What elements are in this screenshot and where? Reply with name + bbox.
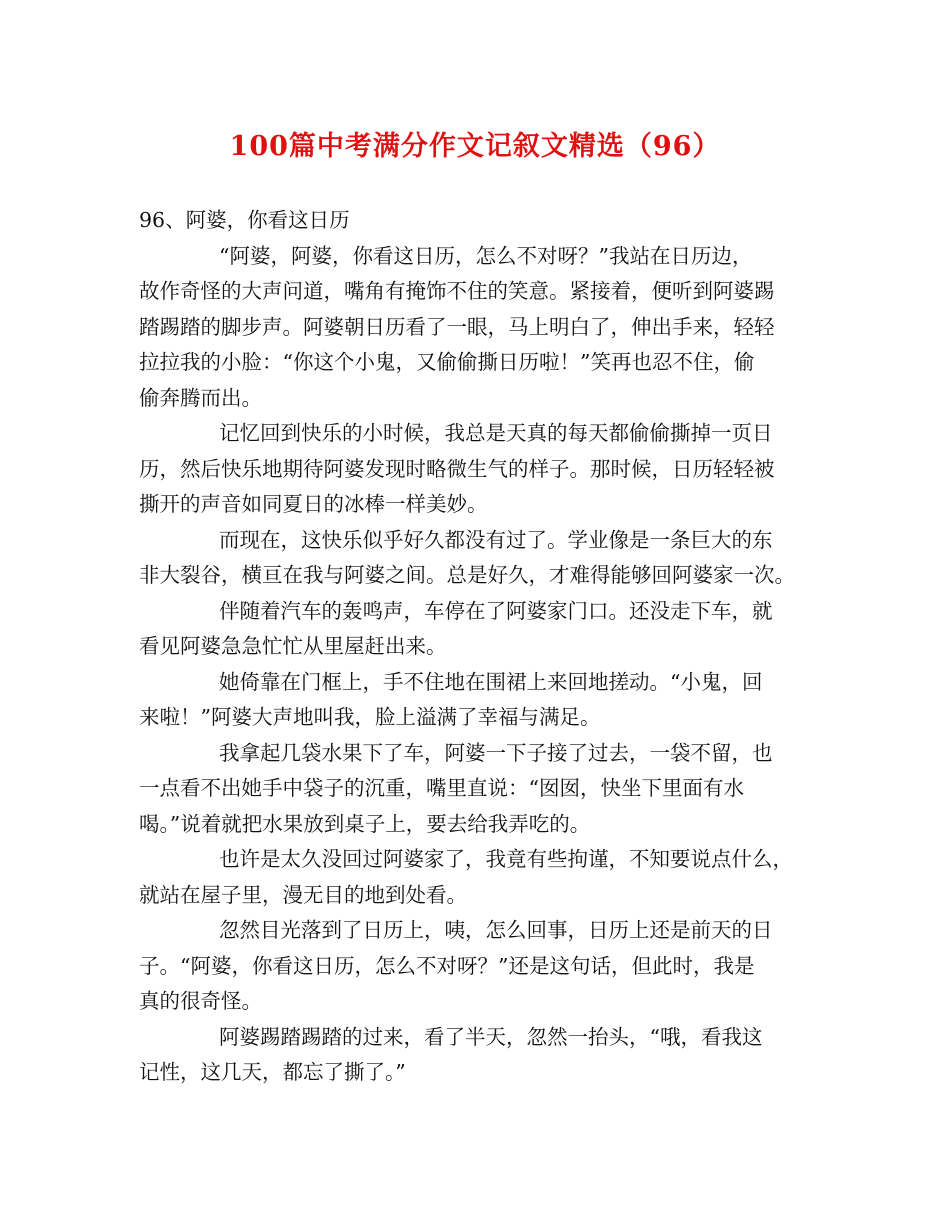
paragraph-line: 我拿起几袋水果下了车，阿婆一下子接了过去，一袋不留，也 bbox=[219, 740, 773, 765]
paragraph-line: 来啦！”阿婆大声地叫我，脸上溢满了幸福与满足。 bbox=[139, 705, 601, 729]
paragraph-line: 阿婆踢踏踢踏的过来，看了半天，忽然一抬头，“哦，看我这 bbox=[219, 1024, 763, 1049]
paragraph-line: 喝。”说着就把水果放到桌子上，要去给我弄吃的。 bbox=[139, 811, 591, 836]
paragraph-line: 踏踢踏的脚步声。阿婆朝日历看了一眼，马上明白了，伸出手来，轻轻 bbox=[139, 314, 775, 339]
paragraph-line: 非大裂谷，横亘在我与阿婆之间。总是好久，才难得能够回阿婆家一次。 bbox=[139, 563, 795, 587]
paragraph-line: 看见阿婆急急忙忙从里屋赶出来。 bbox=[139, 634, 447, 658]
paragraph-line: 忽然目光落到了日历上，咦，怎么回事，日历上还是前天的日 bbox=[219, 918, 773, 942]
paragraph-line: 历，然后快乐地期待阿婆发现时略微生气的样子。那时候，日历轻轻被 bbox=[139, 456, 775, 481]
paragraph-line: 也许是太久没回过阿婆家了，我竟有些拘谨，不知要说点什么， bbox=[219, 847, 793, 871]
paragraph-line: 一点看不出她手中袋子的沉重，嘴里直说：“囡囡，快坐下里面有水 bbox=[139, 776, 744, 800]
paragraph-line: 伴随着汽车的轰鸣声，车停在了阿婆家门口。还没走下车，就 bbox=[219, 598, 773, 623]
paragraph-line: 而现在，这快乐似乎好久都没有过了。学业像是一条巨大的东 bbox=[219, 527, 773, 552]
paragraph-line: 故作奇怪的大声问道，嘴角有掩饰不住的笑意。紧接着，便听到阿婆踢 bbox=[139, 279, 775, 303]
paragraph-line: “阿婆，阿婆，你看这日历，怎么不对呀？”我站在日历边， bbox=[219, 243, 753, 268]
document-body bbox=[139, 203, 819, 1091]
paragraph-line: 拉拉我的小脸：“你这个小鬼，又偷偷撕日历啦！”笑再也忍不住，偷 bbox=[139, 350, 755, 374]
paragraph-line: 记性，这几天，都忘了撕了。” bbox=[139, 1060, 406, 1084]
paragraph-line: 就站在屋子里，漫无目的地到处看。 bbox=[139, 882, 467, 907]
paragraph-line: 真的很奇怪。 bbox=[139, 989, 262, 1013]
document-title: 100篇中考满分作文记叙文精选（96） bbox=[229, 131, 721, 162]
paragraph-line: 偷奔腾而出。 bbox=[139, 385, 262, 410]
paragraph-line: 记忆回到快乐的小时候，我总是天真的每天都偷偷撕掉一页日 bbox=[219, 421, 773, 445]
paragraph-line: 她倚靠在门框上，手不住地在围裙上来回地搓动。“小鬼，回 bbox=[219, 669, 763, 694]
paragraph-line: 撕开的声音如同夏日的冰棒一样美妙。 bbox=[139, 492, 488, 516]
section-heading: 96、阿婆，你看这日历 bbox=[139, 208, 350, 232]
paragraph-line: 子。“阿婆，你看这日历，怎么不对呀？”还是这句话，但此时，我是 bbox=[139, 953, 755, 978]
